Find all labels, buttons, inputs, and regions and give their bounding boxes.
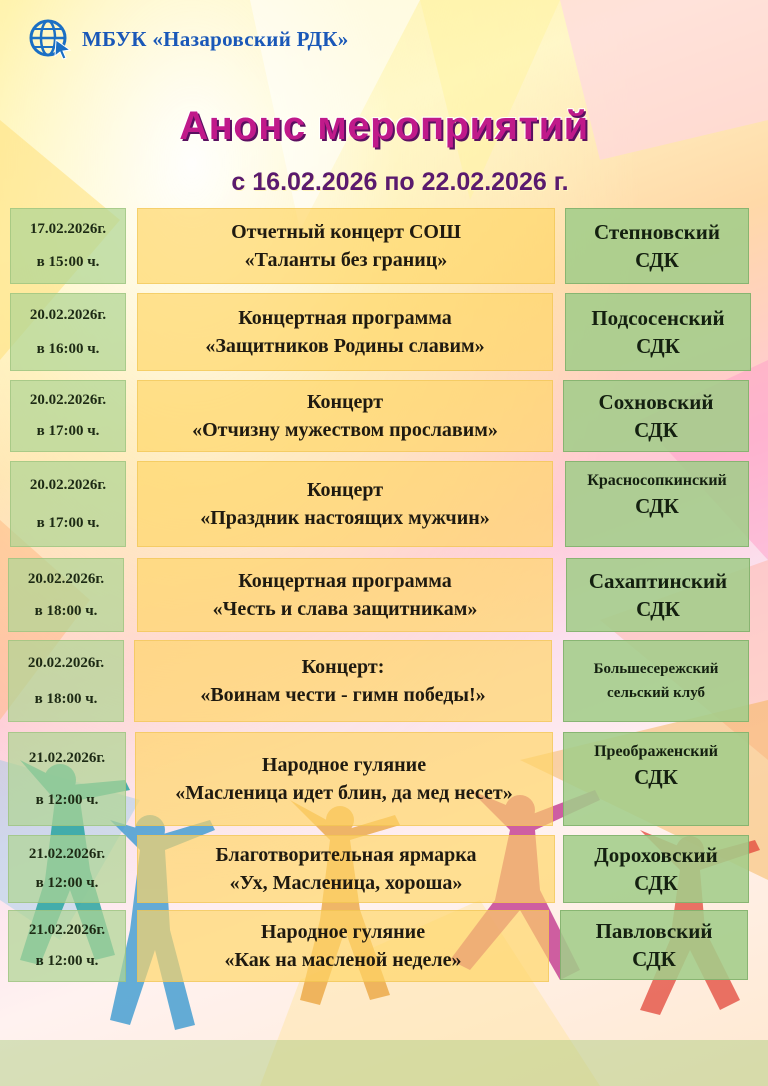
event-title-cell (137, 558, 553, 632)
venue-type: СДК (635, 248, 679, 272)
venue-type: СДК (634, 418, 678, 442)
event-date-cell (8, 558, 124, 632)
event-venue-cell (565, 293, 751, 371)
event-title-line1: Концерт: (301, 656, 385, 678)
event-time: в 16:00 ч. (36, 340, 100, 357)
venue-type: СДК (635, 493, 679, 518)
date-range-subtitle: с 16.02.2026 по 22.02.2026 г. (231, 168, 569, 196)
event-time: в 15:00 ч. (36, 254, 100, 271)
event-date: 21.02.2026г. (28, 922, 106, 939)
venue-name: Сохновский (598, 389, 714, 414)
event-title-cell (137, 380, 553, 452)
venue-name: Дороховский (594, 842, 718, 867)
event-time: в 12:00 ч. (35, 953, 99, 970)
venue-name: Красносопкинский (587, 472, 727, 489)
event-title-line2: «Праздник настоящих мужчин» (200, 507, 490, 529)
event-title-cell (135, 732, 553, 826)
event-title-line1: Концерт (306, 479, 384, 501)
event-title-line1: Народное гуляние (261, 754, 427, 776)
event-date: 20.02.2026г. (29, 306, 107, 323)
venue-name: Подсосенский (591, 305, 725, 330)
venue-type: СДК (634, 764, 678, 789)
venue-name: Сахаптинский (588, 568, 728, 593)
event-venue-cell (563, 732, 749, 826)
event-time: в 17:00 ч. (36, 423, 100, 440)
venue-name: Большесережский (593, 661, 719, 677)
venue-type: СДК (636, 334, 680, 358)
event-date-cell (8, 732, 126, 826)
event-date-cell (10, 380, 126, 452)
venue-name: Павловский (595, 918, 713, 943)
event-title-line2: «Отчизну мужеством прославим» (192, 419, 498, 441)
venue-type: СДК (634, 871, 678, 895)
event-date: 21.02.2026г. (28, 846, 106, 863)
event-title-cell (137, 293, 553, 371)
event-date: 21.02.2026г. (28, 749, 106, 766)
event-time: в 12:00 ч. (35, 791, 99, 808)
venue-type: СДК (636, 597, 680, 621)
event-title-line2: «Честь и слава защитникам» (212, 598, 478, 620)
event-title-line2: «Масленица идет блин, да мед несет» (175, 782, 513, 804)
event-title-cell (134, 640, 552, 722)
event-title-line1: Концертная программа (238, 307, 452, 329)
event-date: 17.02.2026г. (29, 221, 107, 238)
event-venue-cell (563, 380, 749, 452)
event-venue-cell (565, 461, 749, 547)
event-date-cell (10, 461, 126, 547)
event-time: в 17:00 ч. (36, 514, 100, 531)
event-title-line2: «Воинам чести - гимн победы!» (200, 684, 486, 706)
venue-type: СДК (632, 947, 676, 971)
event-title-line2: «Ух, Масленица, хороша» (229, 872, 463, 894)
event-date: 20.02.2026г. (29, 476, 107, 493)
org-name: МБУК «Назаровский РДК» (82, 26, 349, 51)
event-venue-cell (563, 835, 749, 903)
event-title-cell (137, 835, 555, 903)
venue-type: сельский клуб (606, 685, 706, 701)
event-date-cell (8, 640, 124, 722)
event-title-line2: «Как на масленой неделе» (224, 949, 462, 971)
venue-name: Степновский (594, 219, 720, 244)
event-title-line1: Концерт (306, 391, 384, 413)
event-title-line2: «Таланты без границ» (244, 249, 448, 271)
event-date: 20.02.2026г. (27, 654, 105, 671)
event-date-cell (8, 835, 126, 903)
event-venue-cell (560, 910, 748, 980)
event-date-cell (10, 293, 126, 371)
event-title-line1: Концертная программа (238, 570, 452, 592)
event-title-line1: Народное гуляние (260, 921, 426, 943)
event-time: в 18:00 ч. (34, 602, 98, 619)
event-date-cell (8, 910, 126, 982)
event-title-line2: «Защитников Родины славим» (205, 335, 485, 357)
event-date-cell (10, 208, 126, 284)
event-title-line1: Отчетный концерт СОШ (231, 221, 461, 243)
event-date: 20.02.2026г. (29, 392, 107, 409)
event-title-line1: Благотворительная ярмарка (215, 844, 477, 866)
venue-name: Преображенский (594, 743, 718, 760)
event-venue-cell (563, 640, 749, 722)
event-title-cell (137, 461, 553, 547)
event-date: 20.02.2026г. (27, 570, 105, 587)
page-title: Анонс мероприятий (179, 104, 589, 148)
event-title-cell (137, 208, 555, 284)
event-venue-cell (566, 558, 750, 632)
event-time: в 18:00 ч. (34, 690, 98, 707)
event-title-cell (137, 910, 549, 982)
event-time: в 12:00 ч. (35, 875, 99, 892)
event-venue-cell (565, 208, 749, 284)
